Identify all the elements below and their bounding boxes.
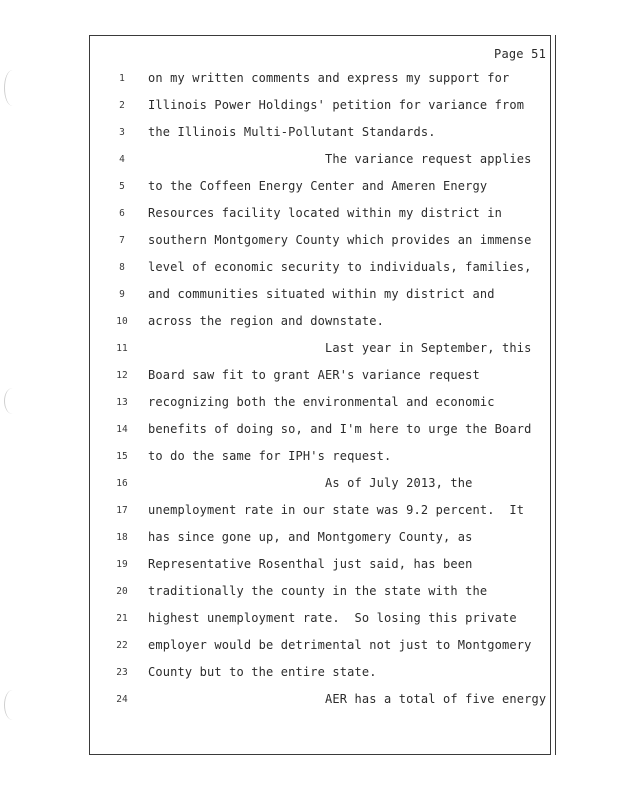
line-text: southern Montgomery County which provides an immense <box>148 233 532 247</box>
line-number: 15 <box>116 451 128 462</box>
line-text: on my written comments and express my support for <box>148 71 510 85</box>
line-text: recognizing both the environmental and economic <box>148 395 495 409</box>
line-number: 18 <box>116 532 128 543</box>
line-number: 12 <box>116 370 128 381</box>
binder-hole-mark-bottom <box>4 690 21 720</box>
line-text: unemployment rate in our state was 9.2 percent. It <box>148 503 525 517</box>
binder-hole-mark-middle <box>4 388 21 414</box>
line-number: 2 <box>119 100 125 111</box>
line-text: County but to the entire state. <box>148 665 377 679</box>
line-text: to the Coffeen Energy Center and Ameren Energy <box>148 179 488 193</box>
line-text: the Illinois Multi-Pollutant Standards. <box>148 125 436 139</box>
line-text: Resources facility located within my district in <box>148 206 502 220</box>
line-text: level of economic security to individuals, families, <box>148 260 532 274</box>
line-number: 11 <box>116 343 128 354</box>
line-text: As of July 2013, the <box>148 476 473 490</box>
transcript-page-right-rule <box>555 35 557 755</box>
line-text: The variance request applies <box>148 152 532 166</box>
line-number: 22 <box>116 640 128 651</box>
line-number: 6 <box>119 208 125 219</box>
line-number: 8 <box>119 262 125 273</box>
line-number: 3 <box>119 127 125 138</box>
line-text: to do the same for IPH's request. <box>148 449 392 463</box>
line-number: 1 <box>119 73 125 84</box>
line-number: 21 <box>116 613 128 624</box>
line-text: employer would be detrimental not just to Montgomery <box>148 638 532 652</box>
line-number: 9 <box>119 289 125 300</box>
line-number: 17 <box>116 505 128 516</box>
line-number: 10 <box>116 316 128 327</box>
line-text: Last year in September, this <box>148 341 532 355</box>
line-number: 5 <box>119 181 125 192</box>
line-number: 7 <box>119 235 125 246</box>
line-number: 4 <box>119 154 125 165</box>
line-text: benefits of doing so, and I'm here to urge the Board <box>148 422 532 436</box>
line-text: Board saw fit to grant AER's variance request <box>148 368 480 382</box>
page-number: Page 51 <box>494 47 546 61</box>
line-number: 20 <box>116 586 128 597</box>
line-text: across the region and downstate. <box>148 314 384 328</box>
line-text: traditionally the county in the state with the <box>148 584 488 598</box>
line-number: 23 <box>116 667 128 678</box>
line-text: and communities situated within my district and <box>148 287 495 301</box>
line-text: has since gone up, and Montgomery County, as <box>148 530 473 544</box>
binder-hole-mark-top <box>4 70 21 106</box>
line-number: 24 <box>116 694 128 705</box>
line-number: 14 <box>116 424 128 435</box>
line-number: 13 <box>116 397 128 408</box>
line-number: 16 <box>116 478 128 489</box>
line-text: Representative Rosenthal just said, has been <box>148 557 473 571</box>
line-number: 19 <box>116 559 128 570</box>
line-text: highest unemployment rate. So losing this private <box>148 611 517 625</box>
line-text: Illinois Power Holdings' petition for variance from <box>148 98 525 112</box>
line-text: AER has a total of five energy <box>148 692 547 706</box>
